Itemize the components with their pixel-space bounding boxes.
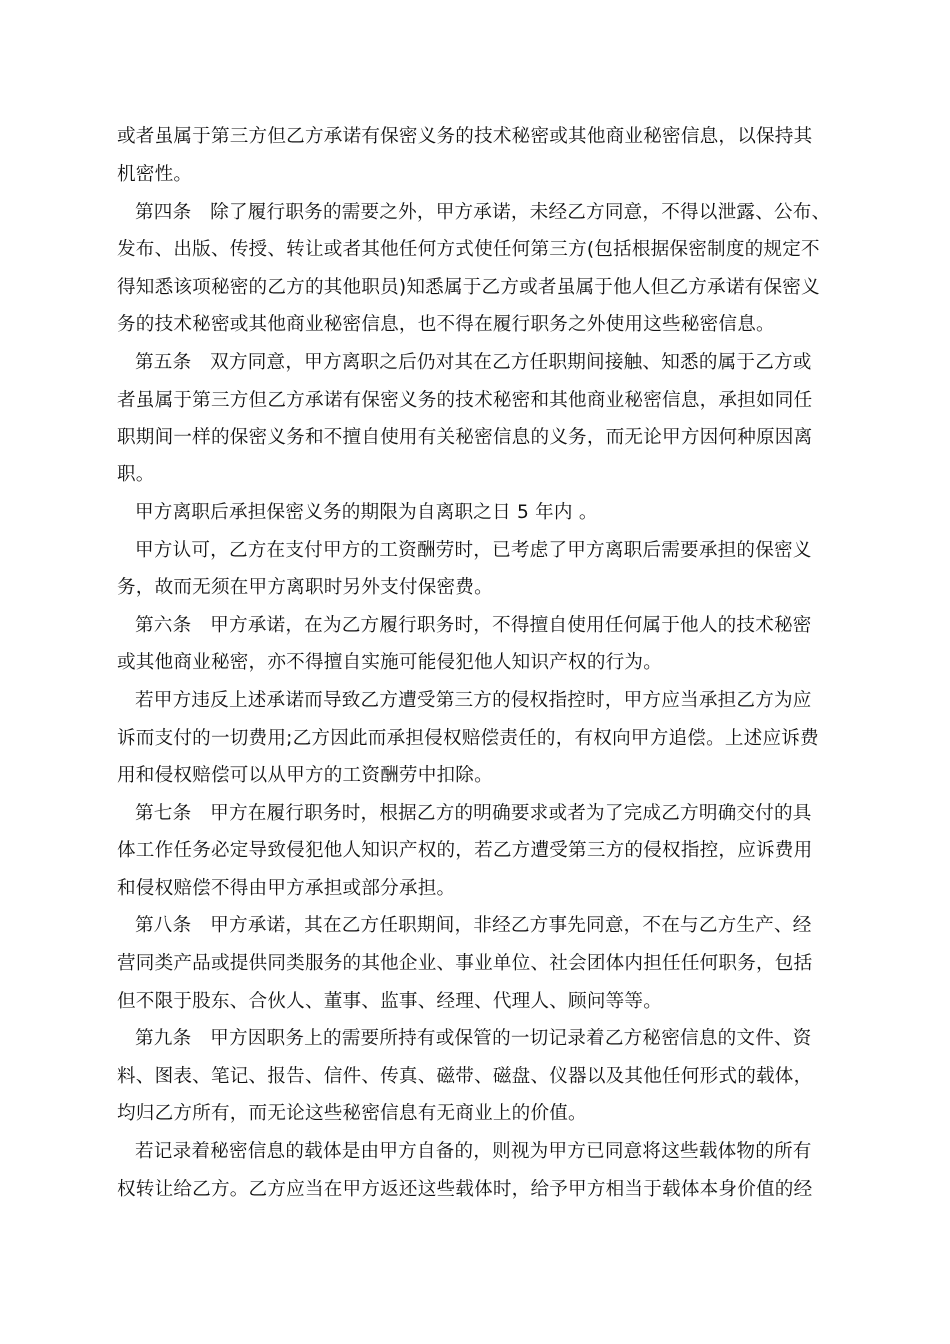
paragraph-first-line: 若甲方违反上述承诺而导致乙方遭受第三方的侵权指控时，甲方应当承担乙方为应 xyxy=(135,690,812,711)
body-line: 务，故而无须在甲方离职时另外支付保密费。 xyxy=(117,577,493,598)
body-line: 职。 xyxy=(117,464,155,485)
body-line: 均归乙方所有，而无论这些秘密信息有无商业上的价值。 xyxy=(117,1103,587,1124)
article-6-heading-line: 第六条 甲方承诺，在为乙方履行职务时，不得擅自使用任何属于他人的技术秘密 xyxy=(135,615,812,636)
body-line: 者虽属于第三方但乙方承诺有保密义务的技术秘密和其他商业秘密信息，承担如同任 xyxy=(117,390,813,411)
body-line: 职期间一样的保密义务和不擅自使用有关秘密信息的义务，而无论甲方因何种原因离 xyxy=(117,427,813,448)
article-5-heading-line: 第五条 双方同意，甲方离职之后仍对其在乙方任职期间接触、知悉的属于乙方或 xyxy=(135,352,812,373)
paragraph-first-line: 若记录着秘密信息的载体是由甲方自备的，则视为甲方已同意将这些载体物的所有 xyxy=(135,1141,812,1162)
article-8-heading-line: 第八条 甲方承诺，其在乙方任职期间，非经乙方事先同意，不在与乙方生产、经 xyxy=(135,915,812,936)
body-line: 但不限于股东、合伙人、董事、监事、经理、代理人、顾问等等。 xyxy=(117,991,663,1012)
body-line: 和侵权赔偿不得由甲方承担或部分承担。 xyxy=(117,878,456,899)
body-line: 营同类产品或提供同类服务的其他企业、事业单位、社会团体内担任任何职务，包括 xyxy=(117,953,813,974)
body-line: 务的技术秘密或其他商业秘密信息，也不得在履行职务之外使用这些秘密信息。 xyxy=(117,314,775,335)
article-7-heading-line: 第七条 甲方在履行职务时，根据乙方的明确要求或者为了完成乙方明确交付的具 xyxy=(135,803,812,824)
body-line: 体工作任务必定导致侵犯他人知识产权的，若乙方遭受第三方的侵权指控，应诉费用 xyxy=(117,840,813,861)
body-line: 得知悉该项秘密的乙方的其他职员)知悉属于乙方或者虽属于他人但乙方承诺有保密义 xyxy=(117,277,820,298)
body-line: 或其他商业秘密，亦不得擅自实施可能侵犯他人知识产权的行为。 xyxy=(117,652,663,673)
body-line: 发布、出版、传授、转让或者其他任何方式使任何第三方(包括根据保密制度的规定不 xyxy=(117,239,820,260)
article-4-heading-line: 第四条 除了履行职务的需要之外，甲方承诺，未经乙方同意，不得以泄露、公布、 xyxy=(135,202,831,223)
article-9-heading-line: 第九条 甲方因职务上的需要所持有或保管的一切记录着乙方秘密信息的文件、资 xyxy=(135,1028,812,1049)
body-line: 料、图表、笔记、报告、信件、传真、磁带、磁盘、仪器以及其他任何形式的载体， xyxy=(117,1066,813,1087)
body-line: 权转让给乙方。乙方应当在甲方返还这些载体时，给予甲方相当于载体本身价值的经 xyxy=(117,1179,813,1200)
body-line: 机密性。 xyxy=(117,164,193,185)
paragraph-first-line: 甲方离职后承担保密义务的期限为自离职之日 5 年内 。 xyxy=(135,502,598,523)
body-line: 或者虽属于第三方但乙方承诺有保密义务的技术秘密或其他商业秘密信息，以保持其 xyxy=(117,126,813,147)
body-line: 诉而支付的一切费用;乙方因此而承担侵权赔偿责任的，有权向甲方追偿。上述应诉费 xyxy=(117,728,819,749)
body-line: 用和侵权赔偿可以从甲方的工资酬劳中扣除。 xyxy=(117,765,493,786)
paragraph-first-line: 甲方认可，乙方在支付甲方的工资酬劳时，已考虑了甲方离职后需要承担的保密义 xyxy=(135,540,812,561)
